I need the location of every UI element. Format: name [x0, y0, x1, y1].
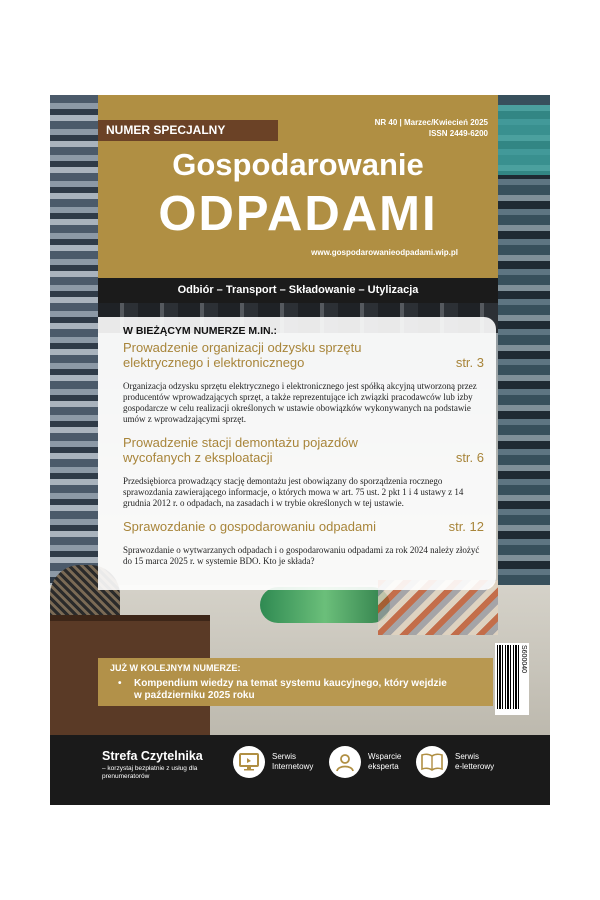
- contents-heading: W BIEŻĄCYM NUMERZE M.IN.:: [123, 325, 277, 337]
- article-item: [123, 340, 484, 370]
- article-description: Przedsiębiorca prowadzący stację demontażu jest obowiązany do sporządzenia rocznego sprawozdania zawierającego informacje, o których mowa w art. 75 ust. 2 pkt 1 i 4 ustawy z 14 grudnia 2012 r. o odpadach, na zasadach i w trybie określonych w tej ustawie.: [123, 476, 464, 508]
- reader-zone-title: Strefa Czytelnika: [102, 749, 203, 763]
- article-item: [123, 435, 484, 465]
- article-page: str. 12: [448, 519, 484, 534]
- book-icon: [416, 746, 448, 778]
- issue-info: [375, 117, 488, 139]
- cover-header: [98, 95, 498, 278]
- barcode-number: S600040: [520, 645, 527, 674]
- service-label-line1: Wsparcie: [368, 752, 402, 761]
- background-green-bags: [260, 587, 390, 623]
- article-description: Organizacja odzysku sprzętu elektrycznego i elektronicznego jest spółką akcyjną utworzoną przez producentów wprowadzających sprzęt, a także reprezentujące ich związki pracodawców lub izby gospodarcze w celu realizacji określonych w ustawie obowiązków wykonywanych na podstawie umów z wprowadzającymi sprzęt.: [123, 381, 477, 424]
- tagline-bar: Odbiór – Transport – Składowanie – Utylizacja: [98, 278, 498, 303]
- website-url: www.gospodarowanieodpadami.wip.pl: [311, 248, 458, 257]
- reader-zone-footer: [50, 735, 550, 805]
- service-label-line2: Internetowy: [272, 762, 314, 771]
- article-page: str. 3: [455, 355, 484, 370]
- service-internet[interactable]: [233, 746, 322, 778]
- barcode: [495, 643, 529, 715]
- service-label-line1: Serwis: [272, 752, 297, 761]
- next-issue-box: [98, 658, 493, 706]
- expert-icon: [329, 746, 361, 778]
- monitor-icon: [233, 746, 265, 778]
- next-issue-item: [110, 678, 481, 702]
- reader-zone-subtitle: – korzystaj bezpłatnie z usług dla prenumeratorów: [102, 765, 198, 780]
- service-label: [368, 752, 418, 772]
- service-label-line1: Serwis: [455, 752, 480, 761]
- service-label-line2: eksperta: [368, 762, 399, 771]
- article-item: [123, 519, 484, 534]
- magazine-title-line1: Gospodarowanie: [172, 147, 424, 182]
- background-photo-right: [498, 95, 550, 655]
- issn: ISSN 2449-6200: [428, 129, 488, 138]
- background-photo-detail: [498, 105, 550, 175]
- next-issue-heading: JUŻ W KOLEJNYM NUMERZE:: [110, 663, 241, 673]
- bullet: •: [118, 678, 122, 689]
- article-title: Prowadzenie organizacji odzysku sprzętu elektrycznego i elektronicznego: [123, 340, 362, 370]
- contents-panel: [98, 317, 496, 590]
- magazine-title-line2: ODPADAMI: [158, 187, 438, 241]
- article-description: Sprawozdanie o wytwarzanych odpadach i o gospodarowaniu odpadami za rok 2024 należy złożyć do 15 marca 2025 r. w systemie BDO. Kto je składa?: [123, 545, 480, 566]
- next-issue-text: Kompendium wiedzy na temat systemu kaucyjnego, który wejdzie w październiku 2025 roku: [134, 678, 447, 701]
- service-newsletter[interactable]: [416, 746, 505, 778]
- article-title: Prowadzenie stacji demontażu pojazdów wycofanych z eksploatacji: [123, 435, 358, 465]
- article-title: Sprawozdanie o gospodarowaniu odpadami: [123, 519, 376, 534]
- barcode-lines: [497, 645, 519, 709]
- service-label: [272, 752, 322, 772]
- service-label-line2: e-letterowy: [455, 762, 495, 771]
- special-issue-badge: NUMER SPECJALNY: [98, 120, 278, 141]
- magazine-cover: [50, 95, 550, 805]
- service-expert[interactable]: [329, 746, 418, 778]
- article-page: str. 6: [455, 450, 484, 465]
- issue-number: NR 40 | Marzec/Kwiecień 2025: [374, 118, 488, 127]
- service-label: [455, 752, 505, 772]
